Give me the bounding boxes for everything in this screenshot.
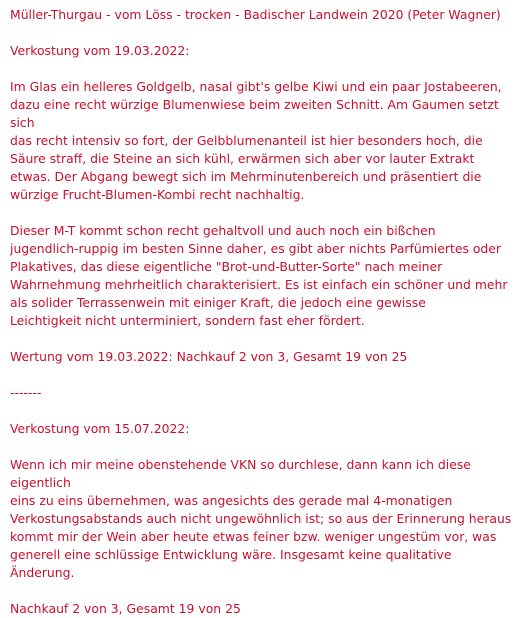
spacer	[10, 402, 520, 420]
spacer	[10, 330, 520, 348]
spacer	[10, 60, 520, 78]
spacer	[10, 366, 520, 384]
tasting-2-heading: Verkostung vom 15.07.2022:	[10, 421, 190, 436]
tasting-2-rating: Nachkauf 2 von 3, Gesamt 19 von 25	[10, 601, 241, 616]
tasting-1-paragraph-2: Dieser M-T kommt schon recht gehaltvoll und auch noch ein bißchen jugendlich-ruppig im besten Sinne daher, es gibt aber nichts Parfümiertes oder Plakatives, das diese eigentliche "Brot-und-Butter-Sorte" nach meiner Wahrnehmung mehrheitlich charakterisiert. Es ist einfach ein schöner und mehr als solider Terrassenwein mit einiger Kraft, die jedoch eine gewisse Leichtigkeit nicht unterminiert, sondern fast eher fördert.	[10, 223, 508, 328]
tasting-2-paragraph-1: Wenn ich mir meine obenstehende VKN so durchlese, dann kann ich diese eigentlich eins zu eins übernehmen, was angesichts des gerade mal 4-monatigen Verkostungsabstands auch nicht ungewöhnlich ist; so aus der Erinnerung heraus kommt mir der Wein aber heute etwas feiner bzw. weniger ungestüm vor, was generell eine schlüssige Entwicklung wäre. Insgesamt keine qualitative Änderung.	[10, 457, 512, 580]
wine-title: Müller-Thurgau - vom Löss - trocken - Badischer Landwein 2020 (Peter Wagner)	[10, 7, 501, 22]
tasting-1-heading: Verkostung vom 19.03.2022:	[10, 43, 190, 58]
spacer	[10, 582, 520, 600]
wine-review-document	[10, 6, 520, 618]
spacer	[10, 438, 520, 456]
spacer	[10, 24, 520, 42]
spacer	[10, 204, 520, 222]
separator: -------	[10, 385, 42, 400]
tasting-1-paragraph-1: Im Glas ein helleres Goldgelb, nasal gibt's gelbe Kiwi und ein paar Jostabeeren, dazu eine recht würzige Blumenwiese beim zweiten Schnitt. Am Gaumen setzt sich das recht intensiv so fort, der Gelbblumenanteil ist hier besonders hoch, die Säure straff, die Steine an sich kühl, erwärmen sich aber vor lauter Extrakt etwas. Der Abgang bewegt sich im Mehrminutenbereich und präsentiert die würzige Frucht-Blumen-Kombi recht nachhaltig.	[10, 79, 502, 202]
tasting-1-rating: Wertung vom 19.03.2022: Nachkauf 2 von 3, Gesamt 19 von 25	[10, 349, 408, 364]
